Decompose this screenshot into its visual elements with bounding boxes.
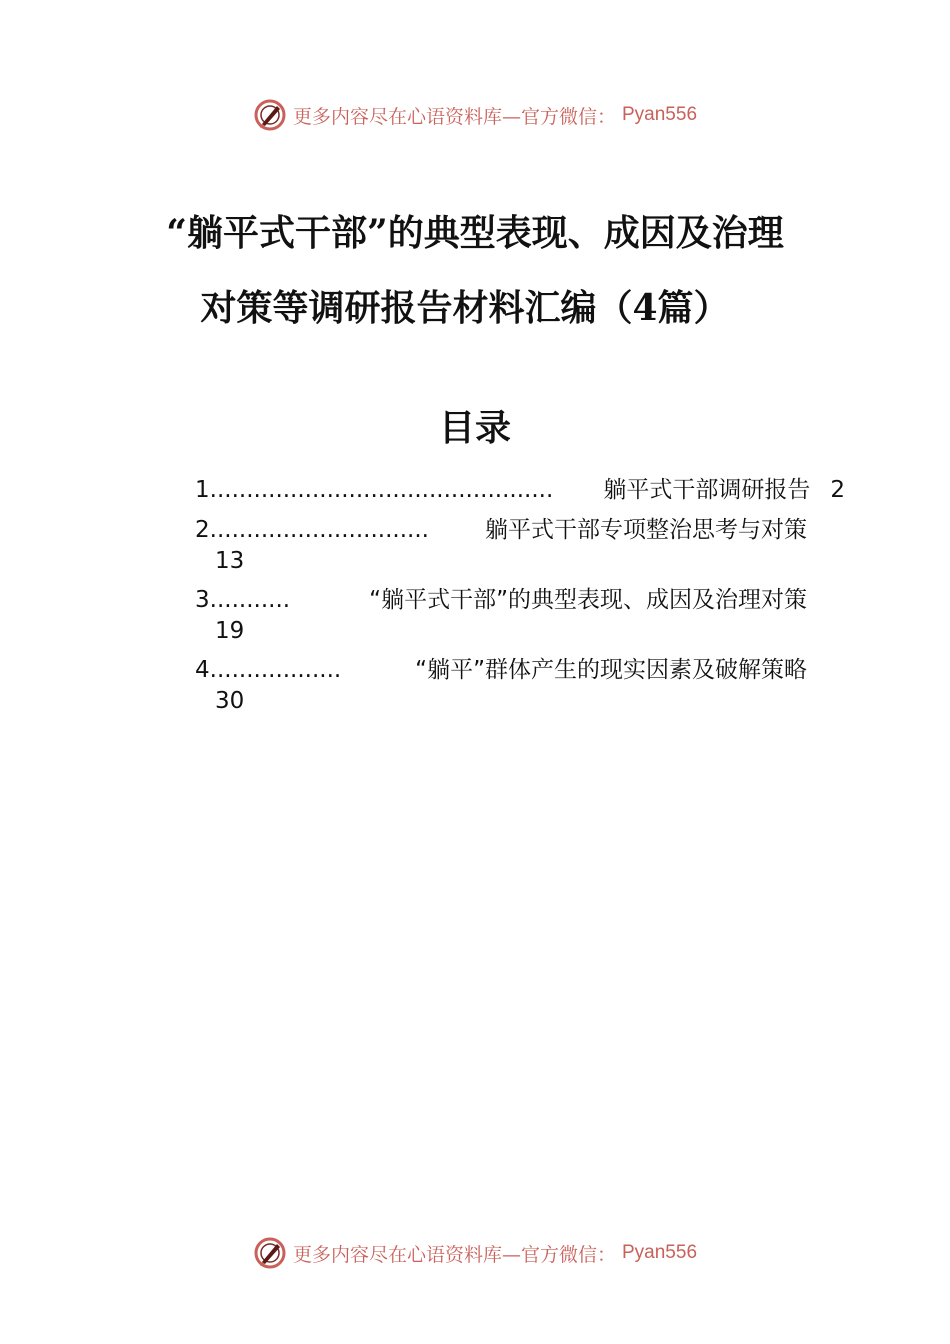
toc-entry-title: 躺平式干部调研报告 [603, 477, 811, 503]
toc-entry-page: 19 [215, 618, 245, 644]
footer-banner [0, 1233, 950, 1273]
toc-entry-page: 13 [215, 548, 245, 574]
toc-entry-title: “躺平”群体产生的现实因素及破解策略 [415, 657, 807, 683]
document-title-line-1: “躺平式干部”的典型表现、成因及治理 [166, 212, 784, 254]
document-title-line-2: 对策等调研报告材料汇编（4篇） [200, 287, 730, 329]
toc-entry-number: 1 [195, 477, 210, 503]
pen-seal-icon [253, 1236, 287, 1270]
banner-wechat-id: Pyan556 [622, 104, 698, 125]
toc-heading: 目录 [438, 407, 511, 449]
toc-leader-dots: .............................. [209, 517, 429, 543]
table-of-contents [195, 472, 845, 722]
banner-text: 更多内容尽在心语资料库—官方微信： [292, 1243, 616, 1266]
toc-entry-1[interactable] [195, 472, 845, 508]
toc-entry-4[interactable] [195, 652, 845, 722]
toc-leader-dots: .................. [209, 657, 342, 683]
banner-text: 更多内容尽在心语资料库—官方微信： [292, 105, 616, 128]
toc-leader-dots: ............................................... [209, 477, 554, 503]
toc-entry-page: 2 [830, 477, 845, 503]
toc-entry-title: 躺平式干部专项整治思考与对策 [485, 517, 807, 543]
header-banner [0, 95, 950, 135]
toc-entry-number: 3 [195, 587, 210, 613]
toc-entry-2[interactable] [195, 512, 845, 582]
toc-entry-number: 4 [195, 657, 210, 683]
banner-wechat-id: Pyan556 [622, 1242, 698, 1263]
toc-entry-title: “躺平式干部”的典型表现、成因及治理对策 [369, 587, 807, 613]
toc-leader-dots: ........... [209, 587, 291, 613]
toc-entry-number: 2 [195, 517, 210, 543]
toc-entry-page: 30 [215, 688, 245, 714]
pen-seal-icon [253, 98, 287, 132]
toc-entry-3[interactable] [195, 582, 845, 652]
